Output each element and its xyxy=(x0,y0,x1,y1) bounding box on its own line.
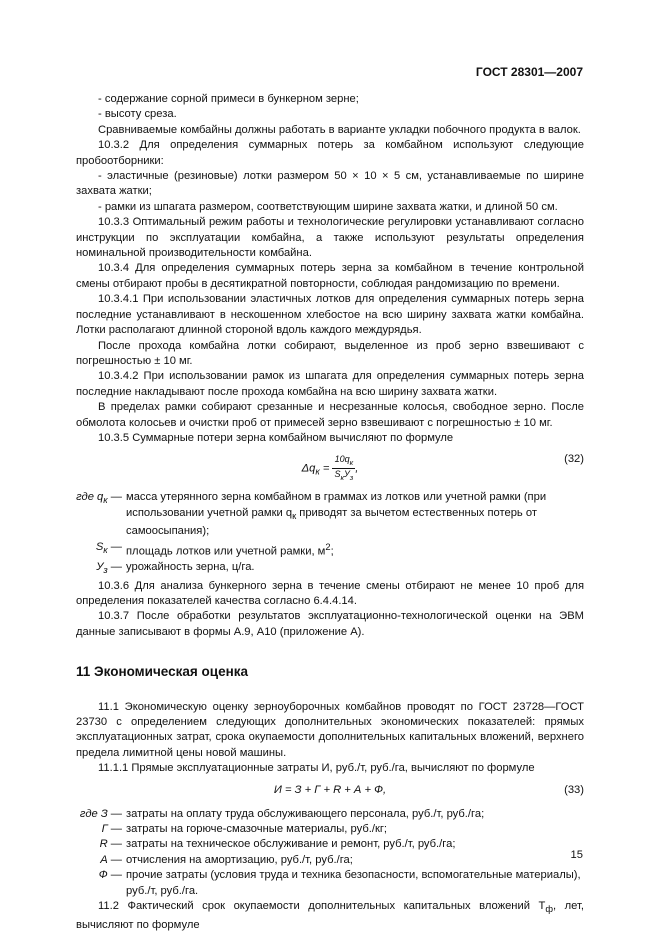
symbol-dash: — xyxy=(107,869,122,882)
paragraph: Сравниваемые комбайны должны работать в варианте укладки побочного продукта в валок. xyxy=(98,123,581,136)
legend-symbol xyxy=(76,560,122,579)
legend-description: затраты на горюче-смазочные материалы, руб./кг; xyxy=(126,823,388,836)
paragraph: 10.3.3 Оптимальный режим работы и технологические регулировки устанавливают согласно инструкции по эксплуатации комбайна, а также используют результаты определения номинальной производительности комбайна. xyxy=(76,216,584,260)
description-text-2: ; xyxy=(330,545,334,558)
symbol-dash: — xyxy=(107,560,122,573)
symbol-sub: к xyxy=(103,495,108,506)
description-text: масса утерянного зерна комбайном в граммах из лотков или учетной рамки (при использовании учетной рамки q xyxy=(126,491,547,519)
paragraph: 10.3.4.1 При использовании эластичных лотков для определения суммарных потерь зерна последние устанавливают в нескошенном хлебостое на всю ширину захвата жатки комбайна. Лотки располагают длинной стороной вдоль каждого междурядья. xyxy=(76,293,584,337)
symbol-text: Г xyxy=(101,823,108,836)
formula-tail: , xyxy=(355,462,359,475)
symbol-text: S xyxy=(95,540,104,553)
formula-fraction xyxy=(332,454,355,483)
denominator-sub: к xyxy=(340,472,345,482)
numerator-sub: к xyxy=(349,458,354,468)
legend-symbol xyxy=(76,540,122,560)
fraction-numerator xyxy=(332,454,355,469)
page-number: 15 xyxy=(570,849,583,861)
symbol-dash: — xyxy=(107,491,122,504)
legend-symbol xyxy=(76,807,122,822)
section-heading: 11 Экономическая оценка xyxy=(76,664,248,680)
description-text: площадь лотков или учетной рамки, м xyxy=(126,545,326,558)
denominator-text: S xyxy=(334,469,341,480)
list-item: - содержание сорной примеси в бункерном зерне; xyxy=(98,93,359,105)
standard-code: ГОСТ 28301—2007 xyxy=(475,65,583,79)
denominator-sub-2: з xyxy=(349,472,354,482)
symbol-text: где З xyxy=(79,807,108,820)
symbol-dash: — xyxy=(107,853,122,866)
list-item: - рамки из шпагата размером, соответствующим ширине захвата жатки, и длиной 50 см. xyxy=(98,200,558,213)
formula-equals: = xyxy=(319,462,333,475)
formula-33 xyxy=(76,783,584,801)
paragraph: 10.3.2 Для определения суммарных потерь за комбайном используют следующие пробоотборники: xyxy=(76,139,584,167)
formula-32 xyxy=(76,452,584,484)
legend-description xyxy=(126,540,584,560)
equation-number: (32) xyxy=(564,453,584,466)
list-item: - высоту среза. xyxy=(98,108,177,121)
symbol-text: Ф xyxy=(98,869,108,882)
paragraph: 10.3.4.2 При использовании рамок из шпагата для определения суммарных потерь зерна последние накладывают после прохода комбайна на всю ширину захвата жатки. xyxy=(76,370,584,398)
legend-description: отчисления на амортизацию, руб./т, руб./га; xyxy=(126,853,353,866)
symbol-text: R xyxy=(99,838,108,851)
legend-symbol xyxy=(76,822,122,837)
symbol-text: У xyxy=(96,560,104,573)
paragraph: 10.3.5 Суммарные потери зерна комбайном вычисляют по формуле xyxy=(98,431,454,444)
legend-symbol xyxy=(76,837,122,852)
legend-description: затраты на техническое обслуживание и ремонт, руб./т, руб./га; xyxy=(126,838,456,851)
formula-32-legend xyxy=(76,490,584,578)
page-content xyxy=(76,92,584,933)
legend-symbol xyxy=(76,868,122,899)
paragraph-text-2: , лет, вычисляют по формуле xyxy=(76,900,584,931)
legend-symbol xyxy=(76,853,122,868)
paragraph-sub: ф xyxy=(545,904,553,915)
symbol-dash: — xyxy=(107,807,122,820)
formula-32-expression xyxy=(302,454,359,483)
legend-symbol xyxy=(76,490,122,539)
symbol-sub: к xyxy=(103,545,108,556)
legend-description xyxy=(126,490,584,539)
equation-number: (33) xyxy=(564,783,584,796)
symbol-text: где q xyxy=(76,491,104,504)
description-text-2: приводят за вычетом естественных потерь от самоосыпания); xyxy=(126,506,537,538)
legend-description: затраты на оплату труда обслуживающего персонала, руб./т, руб./га; xyxy=(126,807,485,820)
formula-lhs: Δq xyxy=(301,462,316,475)
description-sup: 2 xyxy=(325,541,331,552)
legend-description: урожайность зерна, ц/га. xyxy=(126,560,255,573)
description-sub: к xyxy=(292,510,297,521)
symbol-dash: — xyxy=(107,540,122,553)
paragraph: В пределах рамки собирают срезанные и несрезанные колосья, свободное зерно. После обмолота колосьев и очистки проб от примесей зерно взвешивают с погрешностью ± 10 мг. xyxy=(76,401,584,429)
symbol-dash: — xyxy=(107,838,122,851)
denominator-text-2: У xyxy=(344,469,350,480)
list-item: - эластичные (резиновые) лотки размером 50 × 10 × 5 см, устанавливаемые по ширине захвата жатки; xyxy=(76,170,584,198)
fraction-denominator xyxy=(332,469,355,483)
paragraph-text: 11.2 Фактический срок окупаемости дополнительных капитальных вложений Т xyxy=(98,900,546,913)
symbol-sub: з xyxy=(103,565,108,576)
formula-33-expression: И = З + Г + R + А + Ф, xyxy=(273,783,387,796)
paragraph: 10.3.6 Для анализа бункерного зерна в течение смены отбирают не менее 10 проб для определения показателей качества согласно 6.4.4.14. xyxy=(76,579,584,607)
paragraph: 10.3.4 Для определения суммарных потерь зерна за комбайном в течение контрольной смены отбирают пробы в десятикратной повторности, соблюдая рандомизацию по времени. xyxy=(76,262,584,290)
paragraph xyxy=(76,899,584,933)
paragraph: 10.3.7 После обработки результатов эксплуатационно-технологической оценки на ЭВМ данные записывают в формы А.9, А10 (приложение А). xyxy=(76,610,584,638)
paragraph: После прохода комбайна лотки собирают, выделенное из проб зерно взвешивают с погрешностью ± 10 мг. xyxy=(76,339,584,367)
formula-33-legend xyxy=(76,807,584,899)
legend-description: прочие затраты (условия труда и техника безопасности, вспомогательные материалы), руб./т, руб./га. xyxy=(126,869,581,897)
paragraph: 11.1 Экономическую оценку зерноуборочных комбайнов проводят по ГОСТ 23728—ГОСТ 23730 с определением следующих дополнительных экономических показателей: прямых эксплуатационных затрат, срока окупаемости дополнительных капитальных вложений, верхнего предела лимитной цены новой машины. xyxy=(76,700,584,759)
paragraph: 11.1.1 Прямые эксплуатационные затраты И, руб./т, руб./га, вычисляют по формуле xyxy=(98,762,535,775)
formula-lhs-sub: к xyxy=(315,466,320,477)
symbol-dash: — xyxy=(107,823,122,836)
symbol-text: А xyxy=(100,853,108,866)
numerator-text: 10q xyxy=(334,454,350,465)
